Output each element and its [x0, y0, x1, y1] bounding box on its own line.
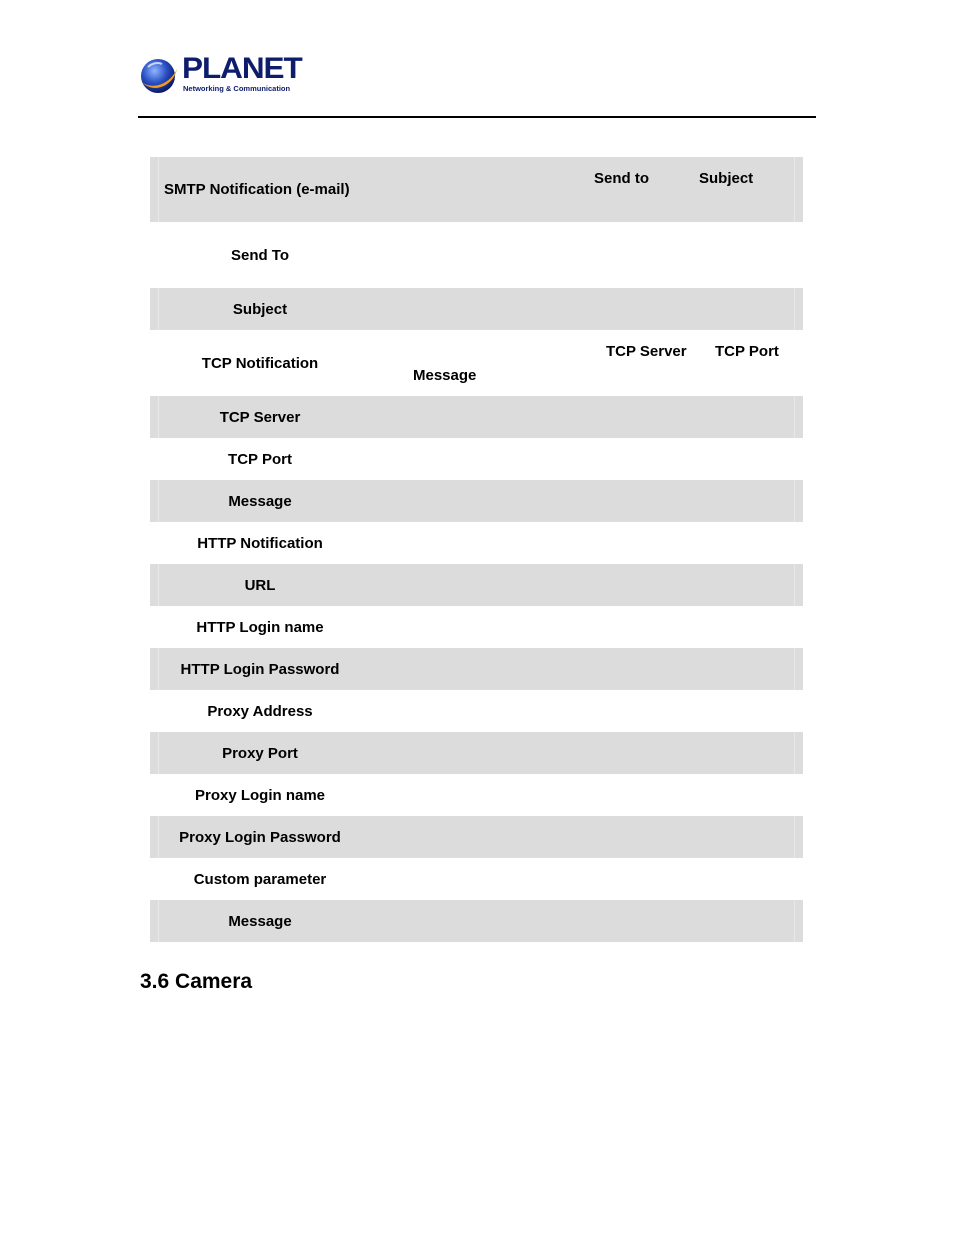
- row-label: SMTP Notification (e-mail): [164, 181, 350, 198]
- row-label: Message: [228, 912, 292, 930]
- row-label: HTTP Login Password: [180, 660, 340, 678]
- logo-wordmark: PLANET: [182, 52, 302, 85]
- row-label: Message: [228, 492, 292, 510]
- table-row: [150, 690, 803, 732]
- table-row: [150, 396, 803, 438]
- header-rule: [138, 116, 816, 118]
- planet-logo: [138, 52, 302, 97]
- logo-tagline: Networking & Communication: [183, 84, 291, 93]
- desc-fragment: Message: [413, 367, 477, 384]
- table-row: [150, 732, 803, 774]
- desc-fragment: Send to: [594, 170, 649, 187]
- table-row: [150, 648, 803, 690]
- row-label: TCP Server: [219, 408, 301, 426]
- section-heading: 3.6 Camera: [140, 970, 253, 993]
- planet-globe-icon: [138, 55, 180, 97]
- desc-fragment: TCP Port: [715, 343, 779, 360]
- table-row: [150, 774, 803, 816]
- row-label: TCP Port: [228, 450, 292, 468]
- desc-fragment: Subject: [699, 170, 754, 187]
- table-row: [150, 564, 803, 606]
- table-row: [150, 330, 803, 396]
- table-row: [150, 222, 803, 288]
- table-row: [150, 157, 803, 222]
- table-row: [150, 522, 803, 564]
- table-row: [150, 816, 803, 858]
- row-label: Proxy Login name: [194, 786, 326, 804]
- table-row: [150, 900, 803, 942]
- desc-fragment: TCP Server: [606, 343, 687, 360]
- row-label: HTTP Notification: [197, 534, 323, 552]
- row-label: Proxy Login Password: [179, 828, 341, 846]
- row-label: Send To: [230, 246, 290, 264]
- settings-table: [150, 157, 803, 942]
- table-row: [150, 606, 803, 648]
- table-row: [150, 288, 803, 330]
- row-label: Subject: [232, 300, 288, 318]
- table-row: [150, 858, 803, 900]
- table-row: [150, 480, 803, 522]
- row-label: Proxy Address: [207, 702, 313, 720]
- table-row: [150, 438, 803, 480]
- row-label: URL: [244, 576, 276, 594]
- row-label: Custom parameter: [193, 870, 327, 888]
- row-label: Proxy Port: [222, 744, 298, 762]
- row-label: HTTP Login name: [196, 618, 324, 636]
- row-label: TCP Notification: [201, 354, 319, 372]
